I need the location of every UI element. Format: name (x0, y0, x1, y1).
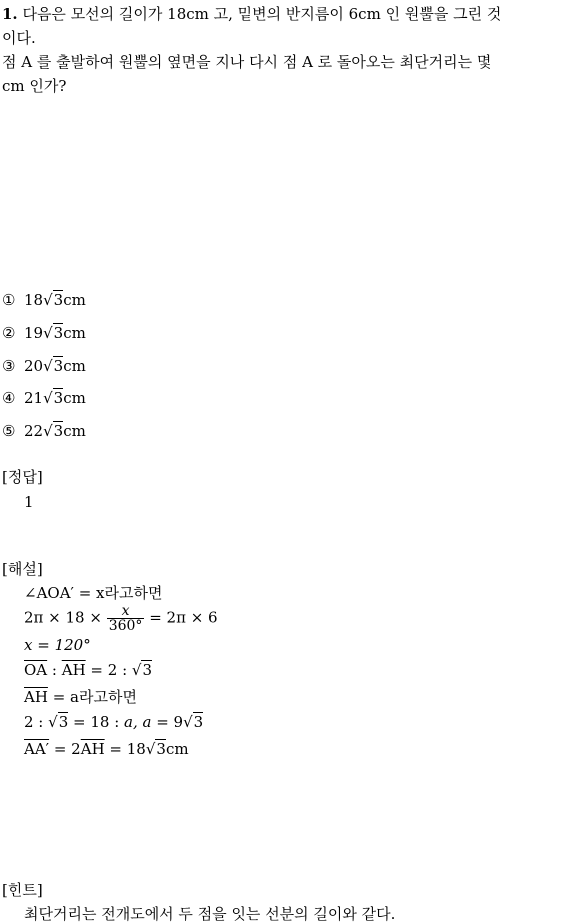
choice-4[interactable]: ④ 21√3cm (2, 389, 86, 407)
choice-radicand: 3 (53, 389, 64, 407)
explanation-heading: [해설] (2, 560, 43, 578)
expr-part: = 2 : √ (85, 661, 142, 679)
hint-heading: [힌트] (2, 881, 43, 899)
question-number: 1. (2, 5, 18, 23)
answer-value: 1 (24, 493, 34, 511)
expr-part: = a라고하면 (47, 688, 137, 706)
choice-coef: 22 (24, 422, 44, 440)
expr-part: = 2π × 6 (144, 608, 218, 627)
fraction (107, 604, 145, 633)
question-text-2: 이다. (2, 29, 36, 47)
explanation-line-5 (24, 684, 137, 710)
expr-part: : (47, 661, 62, 679)
choice-coef: 20 (24, 357, 44, 375)
segment-ah: $\overline{AH}$ (24, 688, 48, 706)
expr-part: = 18√ (104, 740, 156, 758)
choice-5[interactable]: ⑤ 22√3cm (2, 422, 86, 440)
choice-marker: ③ (2, 357, 16, 375)
choice-unit: cm (63, 357, 86, 375)
expr-part: 2π × 18 × (24, 608, 107, 627)
choice-radicand: 3 (53, 324, 64, 342)
segment-ah: $\overline{AH}$ (61, 661, 86, 679)
choice-unit: cm (63, 389, 86, 407)
choice-radicand: 3 (53, 357, 64, 375)
choice-1[interactable]: ① 18√3cm (2, 291, 86, 309)
expr-part: = 9√ (151, 713, 193, 731)
choice-coef: 19 (24, 324, 44, 342)
choice-marker: ① (2, 291, 16, 309)
radicand: 3 (156, 740, 166, 758)
question-text-3: 점 A 를 출발하여 원뿔의 옆면을 지나 다시 점 A 로 돌아오는 최단거리는 몇 (2, 53, 492, 71)
choice-2[interactable]: ② 19√3cm (2, 324, 86, 342)
question-text-1: 다음은 모선의 길이가 18cm 고, 밑변의 반지름이 6cm 인 원뿔을 그린 것 (22, 5, 502, 23)
choice-radicand: 3 (53, 422, 64, 440)
choice-coef: 21 (24, 389, 44, 407)
fraction-denominator: 360° (108, 618, 143, 634)
choice-unit: cm (63, 422, 86, 440)
question-line-1 (2, 2, 501, 26)
fraction-numerator: x (107, 604, 145, 619)
radicand: 3 (142, 661, 152, 679)
expr-part: cm (165, 740, 189, 758)
choice-radicand: 3 (53, 291, 64, 309)
choice-marker: ④ (2, 389, 16, 407)
choice-marker: ⑤ (2, 422, 16, 440)
segment-oa: $\overline{OA}$ (24, 661, 48, 679)
choice-3[interactable]: ③ 20√3cm (2, 357, 86, 375)
hint-text: 최단거리는 전개도에서 두 점을 잇는 선분의 길이와 같다. (24, 905, 396, 923)
answer-heading: [정답] (2, 468, 43, 486)
expr-part: = 18 : (68, 713, 125, 731)
explanation-line-3: x = 120° (24, 636, 91, 654)
choice-unit: cm (63, 324, 86, 342)
choice-unit: cm (63, 291, 86, 309)
explanation-line-4 (24, 657, 152, 683)
explanation-line-1: ∠AOA′ = x라고하면 (24, 584, 163, 602)
expr-part: = 2 (49, 740, 81, 758)
explanation-line-7 (24, 736, 189, 762)
choice-coef: 18 (24, 291, 44, 309)
radicand: 3 (58, 713, 69, 731)
segment-aa-prime: AA′ (24, 740, 50, 758)
segment-ah: $\overline{AH}$ (80, 740, 105, 758)
question-text-4: cm 인가? (2, 77, 67, 95)
radicand: 3 (193, 713, 204, 731)
explanation-line-6 (24, 709, 203, 735)
explanation-line-2 (24, 604, 218, 633)
expr-part: 2 : √ (24, 713, 58, 731)
choice-marker: ② (2, 324, 16, 342)
expr-var: a, a (124, 713, 152, 731)
